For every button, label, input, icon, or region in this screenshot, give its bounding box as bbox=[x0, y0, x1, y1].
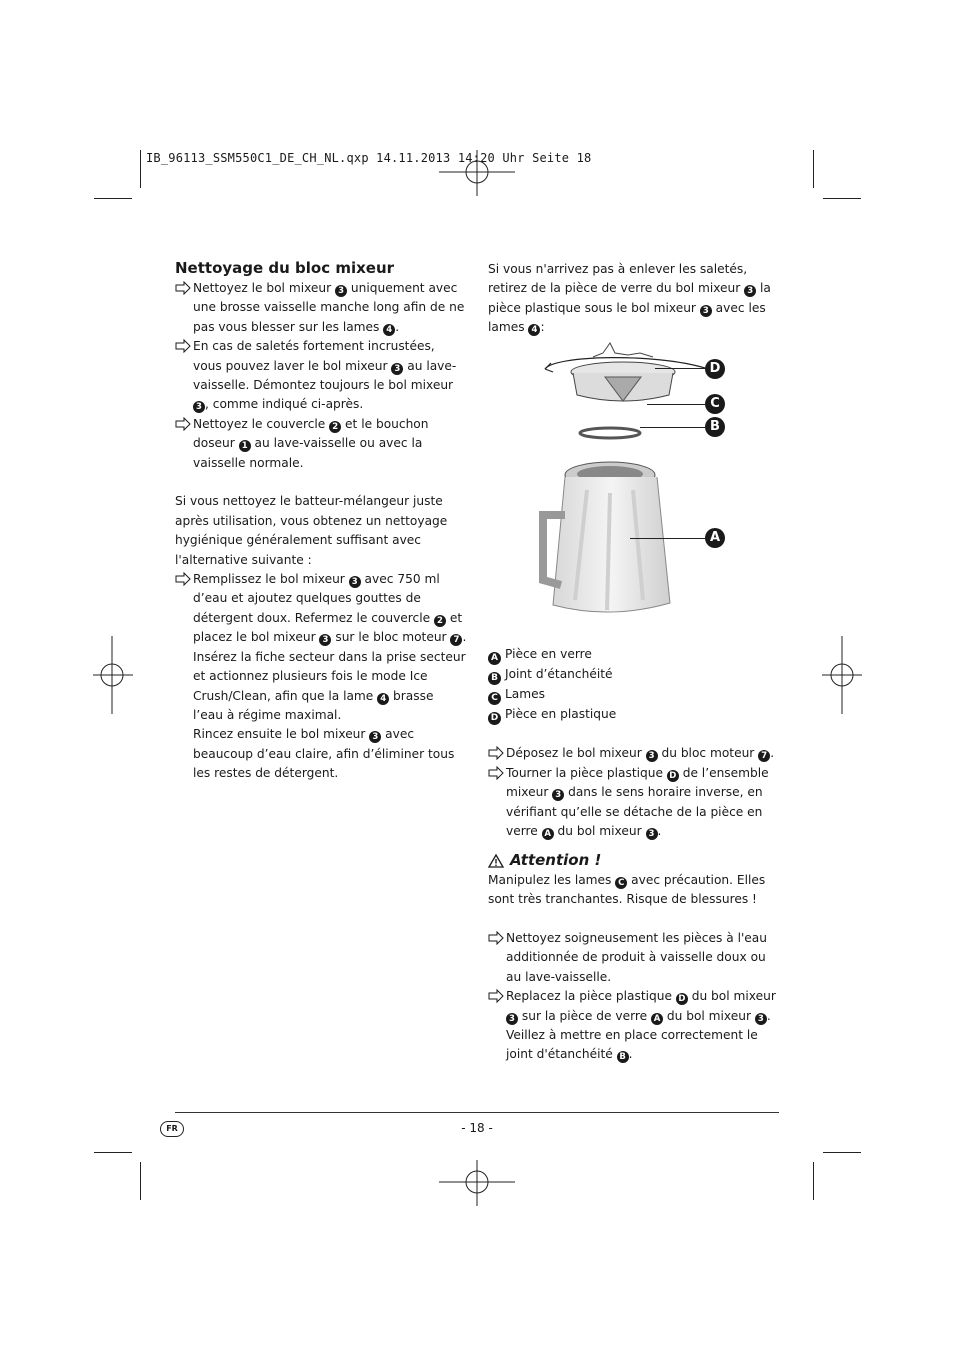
list-item-text: Tourner la pièce plastique D de l’ensemble mixeur 3 dans le sens horaire inverse, en vérifiant qu’elle se détache de la pièce en verre A du bol mixeur 3 . bbox=[506, 765, 769, 840]
number-badge: 3 bbox=[646, 750, 658, 762]
number-badge: 4 bbox=[528, 324, 540, 336]
number-badge: 3 bbox=[506, 1013, 518, 1025]
list-item bbox=[175, 337, 467, 415]
language-badge: FR bbox=[160, 1121, 184, 1137]
cleaning-steps bbox=[175, 279, 467, 473]
figure-legend bbox=[488, 645, 780, 725]
number-badge: 2 bbox=[329, 421, 341, 433]
legend-text: Lames bbox=[505, 687, 545, 701]
figure-label-b: B bbox=[705, 417, 725, 437]
legend-letter: C bbox=[488, 692, 501, 705]
number-badge: B bbox=[617, 1051, 629, 1063]
legend-letter: B bbox=[488, 672, 501, 685]
legend-item bbox=[488, 645, 780, 665]
arrow-icon bbox=[175, 417, 191, 431]
arrow-icon bbox=[488, 989, 504, 1003]
number-badge: 3 bbox=[552, 789, 564, 801]
number-badge: 3 bbox=[700, 305, 712, 317]
footer-rule bbox=[175, 1112, 779, 1113]
number-badge: 3 bbox=[744, 285, 756, 297]
disassembly-steps bbox=[488, 744, 780, 841]
registration-mark-right bbox=[822, 636, 862, 714]
legend-text: Joint d’étanchéité bbox=[505, 667, 613, 681]
step-rinse-text: Rincez ensuite le bol mixeur 3 avec beaucoup d’eau claire, afin d’éliminer tous les restes de détergent. bbox=[193, 727, 455, 781]
figure-label-c: C bbox=[705, 394, 725, 414]
number-badge: 3 bbox=[391, 363, 403, 375]
registration-mark-top bbox=[437, 150, 517, 198]
right-lower bbox=[488, 645, 780, 1065]
number-badge: 4 bbox=[383, 324, 395, 336]
left-column bbox=[175, 258, 467, 784]
number-badge: 3 bbox=[335, 285, 347, 297]
blender-jar-illustration bbox=[535, 335, 735, 625]
list-item-text: En cas de saletés fortement incrustées, vous pouvez laver le bol mixeur 3 au lave-vaisselle. Démontez toujours le bol mixeur 3 , comme indiqué ci-après. bbox=[193, 339, 457, 413]
legend-item bbox=[488, 685, 780, 705]
legend-text: Pièce en verre bbox=[505, 647, 592, 661]
number-badge: 4 bbox=[377, 693, 389, 705]
right-column bbox=[488, 260, 780, 338]
number-badge: D bbox=[667, 770, 679, 782]
number-badge: 3 bbox=[193, 401, 205, 413]
list-item bbox=[488, 987, 780, 1065]
number-badge: 7 bbox=[450, 634, 462, 646]
attention-heading: Attention ! bbox=[488, 851, 780, 870]
number-badge: 3 bbox=[755, 1013, 767, 1025]
list-item bbox=[175, 570, 467, 783]
arrow-icon bbox=[488, 931, 504, 945]
number-badge: 2 bbox=[434, 615, 446, 627]
number-badge: D bbox=[676, 993, 688, 1005]
warning-icon bbox=[488, 854, 504, 868]
intro-paragraph: Si vous nettoyez le batteur-mélangeur juste après utilisation, vous obtenez un nettoyage hygiénique généralement suffisant avec l'alternative suivante : bbox=[175, 494, 448, 567]
list-item-text: Déposez le bol mixeur 3 du bloc moteur 7 . bbox=[506, 746, 775, 762]
list-item bbox=[175, 279, 467, 337]
list-item-text: Nettoyez soigneusement les pièces à l'eau additionnée de produit à vaisselle doux ou au lave-vaisselle. bbox=[506, 931, 768, 984]
step-plug-text: Insérez la fiche secteur dans la prise secteur et actionnez plusieurs fois le mode Ice Crush/Clean, afin que la lame 4 brasse l’eau à régime maximal. bbox=[193, 649, 466, 722]
list-item bbox=[488, 929, 780, 987]
step-fill-text: Remplissez le bol mixeur 3 avec 750 ml d’eau et ajoutez quelques gouttes de détergent doux. Refermez le couvercle 2 et placez le bol mixeur 3 sur le bloc moteur 7 . bbox=[193, 572, 467, 646]
number-badge: 3 bbox=[646, 828, 658, 840]
blender-jar-figure bbox=[535, 335, 735, 625]
section-heading: Nettoyage du bloc mixeur bbox=[175, 259, 395, 277]
list-item-text: Nettoyez le couvercle 2 et le bouchon doseur 1 au lave-vaisselle ou avec la vaisselle normale. bbox=[193, 416, 429, 470]
number-badge: A bbox=[651, 1013, 663, 1025]
number-badge: C bbox=[615, 877, 627, 889]
arrow-icon bbox=[175, 339, 191, 353]
legend-letter: A bbox=[488, 652, 501, 665]
arrow-icon bbox=[488, 746, 504, 760]
registration-mark-left bbox=[93, 636, 133, 714]
list-item bbox=[175, 415, 467, 473]
registration-mark-bottom bbox=[437, 1160, 517, 1208]
reassembly-steps bbox=[488, 929, 780, 1065]
legend-item bbox=[488, 705, 780, 725]
number-badge: 7 bbox=[758, 750, 770, 762]
figure-label-d: D bbox=[705, 359, 725, 379]
arrow-icon bbox=[175, 572, 191, 586]
legend-item bbox=[488, 665, 780, 685]
arrow-icon bbox=[488, 766, 504, 780]
number-badge: 1 bbox=[239, 440, 251, 452]
figure-label-a: A bbox=[705, 528, 725, 548]
number-badge: 3 bbox=[349, 576, 361, 588]
number-badge: 3 bbox=[369, 731, 381, 743]
attention-text: Manipulez les lames C avec précaution. Elles sont très tranchantes. Risque de blessures ! bbox=[488, 872, 766, 907]
number-badge: A bbox=[542, 828, 554, 840]
list-item bbox=[488, 744, 780, 763]
page-number: - 18 - bbox=[461, 1121, 493, 1135]
list-item bbox=[488, 764, 780, 842]
slug-line: IB_96113_SSM550C1_DE_CH_NL.qxp 14.11.2013 14:20 Uhr Seite 18 bbox=[146, 151, 592, 165]
arrow-icon bbox=[175, 281, 191, 295]
number-badge: 3 bbox=[319, 634, 331, 646]
legend-letter: D bbox=[488, 712, 501, 725]
intro-paragraph: Si vous n'arrivez pas à enlever les saletés, retirez de la pièce de verre du bol mixeur 3 la pièce plastique sous le bol mixeur 3 avec les lames 4 : bbox=[488, 262, 771, 336]
legend-text: Pièce en plastique bbox=[505, 707, 617, 721]
list-item-text: Nettoyez le bol mixeur 3 uniquement avec une brosse vaisselle manche long afin de ne pas vous blesser sur les lames 4 . bbox=[193, 281, 465, 335]
list-item-text: Replacez la pièce plastique D du bol mixeur 3 sur la pièce de verre A du bol mixeur 3 . Veillez à mettre en place correctement le joint d'étanchéité B . bbox=[506, 989, 776, 1063]
